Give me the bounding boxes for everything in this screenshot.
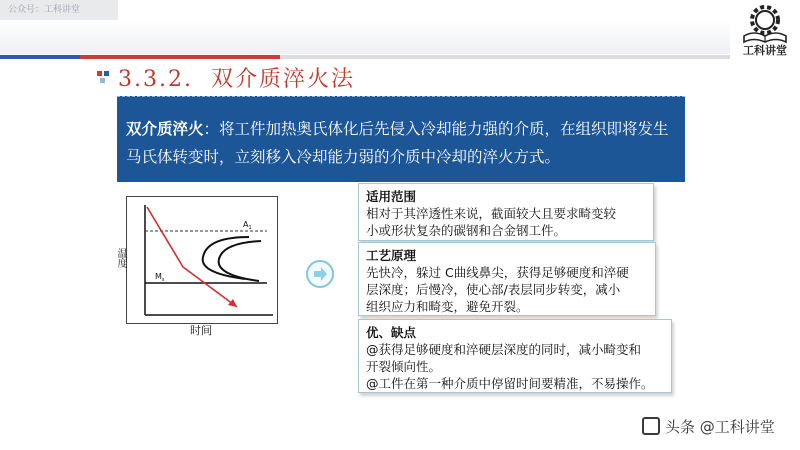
section-number: 3.3.2.	[118, 67, 193, 92]
toutiao-icon	[642, 417, 660, 435]
diagram-y-label: 温度	[115, 248, 126, 268]
header-band	[0, 20, 730, 54]
card-line: 组织应力和畸变，避免开裂。	[366, 299, 529, 314]
footer-watermark-text: 头条 @工科讲堂	[665, 418, 775, 436]
card-line: 开裂倾向性。	[366, 359, 442, 374]
watermark-tag: 公众号：工科讲堂	[0, 0, 118, 20]
card-principle	[358, 242, 656, 316]
cooling-arrowhead	[228, 299, 237, 307]
header-stripe-gray	[280, 55, 730, 59]
arrow-right-circle-icon	[306, 260, 334, 288]
card-title: 工艺原理	[366, 248, 417, 263]
diagram-x-label: 时间	[190, 324, 212, 337]
footer-watermark	[642, 416, 775, 437]
card-line: 先快冷，躲过 C曲线鼻尖，获得足够硬度和淬硬	[366, 265, 629, 280]
section-title	[118, 62, 355, 93]
card-line: 层深度；后慢冷，使心部/表层同步转变，减小	[366, 282, 621, 297]
definition-text	[126, 115, 678, 171]
card-scope	[358, 183, 654, 241]
cooling-curve-diagram	[126, 196, 278, 324]
logo-text: 工科讲堂	[743, 44, 787, 57]
header-stripe-blue	[0, 55, 80, 59]
card-line: @获得足够硬度和淬硬层深度的同时，减小畸变和	[366, 342, 642, 357]
cooling-path	[147, 207, 237, 307]
header-stripe-red	[80, 55, 280, 59]
definition-term: 双介质淬火	[126, 119, 204, 138]
card-title: 优、缺点	[366, 325, 417, 340]
card-line: 小或形状复杂的碳钢和合金钢工件。	[366, 223, 567, 238]
title-bullet-icon	[95, 67, 115, 87]
section-name: 双介质淬火法	[210, 67, 355, 92]
definition-box	[117, 96, 685, 182]
card-title: 适用范围	[366, 189, 417, 204]
card-line: @工件在第一种介质中停留时间要精准，不易操作。	[366, 376, 654, 391]
ms-label: $M_s$	[155, 272, 165, 283]
definition-body: ：将工件加热奥氏体化后先侵入冷却能力强的介质，在组织即将发生马氏体转变时，立刻移入冷却能力弱的介质中冷却的淬火方式。	[126, 120, 669, 166]
card-pros-cons	[358, 319, 672, 393]
card-line: 相对于其淬透性来说，截面较大且要求畸变较	[366, 206, 617, 221]
a1-label: $A_1$	[243, 220, 252, 231]
